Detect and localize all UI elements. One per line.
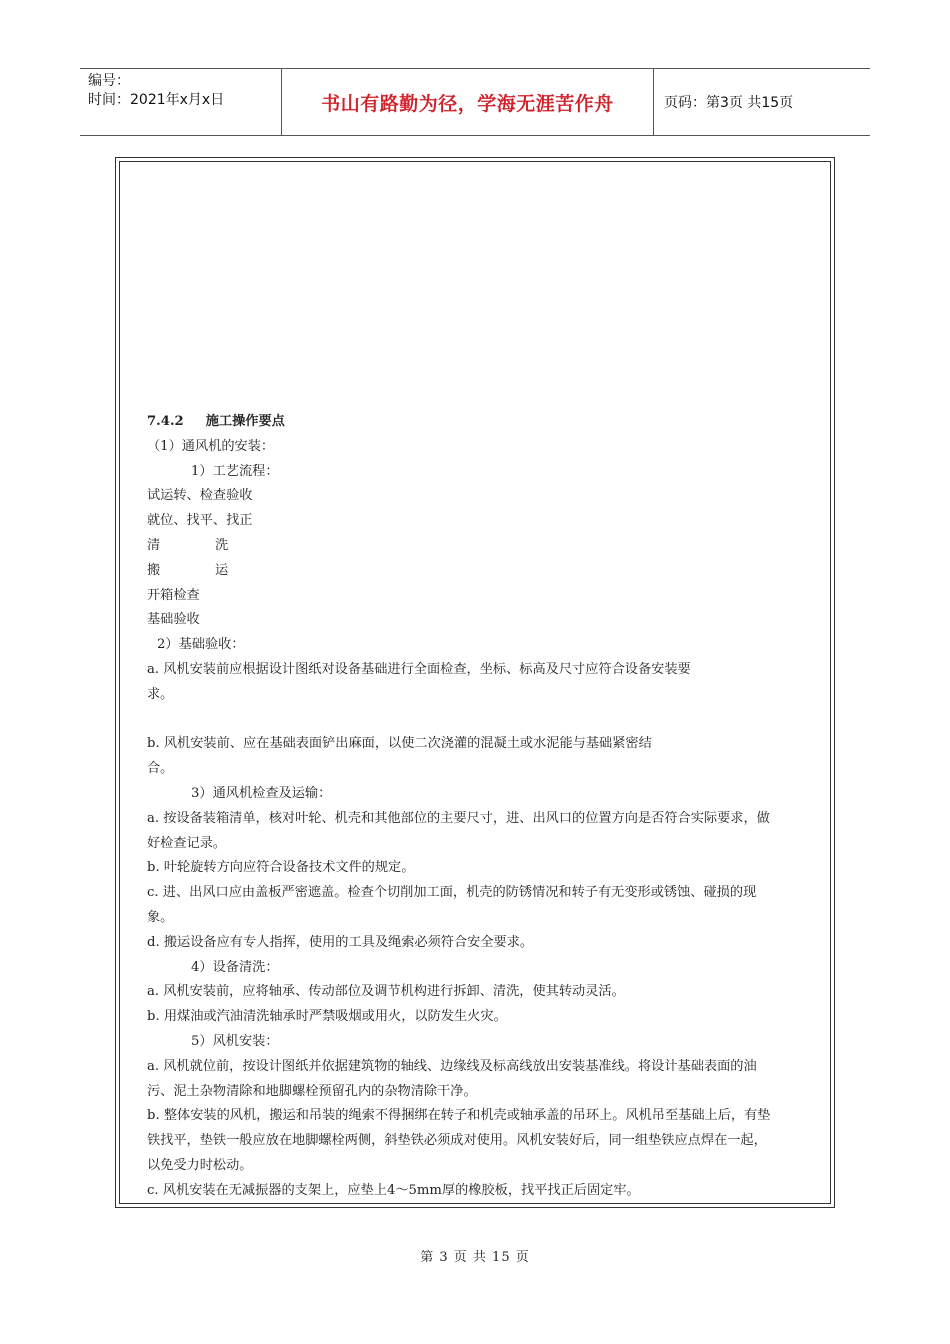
paragraph-line: a. 风机就位前，按设计图纸并依据建筑物的轴线、边缘线及标高线放出安装基准线。将设计基础表面的油 xyxy=(147,1058,757,1074)
paragraph-line: 象。 xyxy=(147,909,174,925)
step-title: 1）工艺流程： xyxy=(191,463,279,479)
paragraph-line: 污、泥土杂物清除和地脚螺栓预留孔内的杂物清除干净。 xyxy=(147,1083,477,1099)
heading-number: 7.4.2 xyxy=(147,414,184,429)
flow-item xyxy=(147,559,837,584)
flow-char: 洗 xyxy=(215,537,229,553)
flow-item xyxy=(147,534,837,559)
time-label: 时间：2021年x月x日 xyxy=(88,92,225,108)
page-header xyxy=(80,68,870,136)
section-heading xyxy=(147,410,837,435)
flow-char: 运 xyxy=(215,562,229,578)
header-page-info: 页码：第3页 共15页 xyxy=(664,95,794,111)
paragraph-line: 好检查记录。 xyxy=(147,835,227,851)
paragraph-line: b. 叶轮旋转方向应符合设备技术文件的规定。 xyxy=(147,860,415,876)
paragraph-line: a. 风机安装前应根据设计图纸对设备基础进行全面检查，坐标、标高及尺寸应符合设备安装要 xyxy=(147,661,691,677)
flow-item: 试运转、检查验收 xyxy=(147,488,253,504)
paragraph-line: b. 整体安装的风机，搬运和吊装的绳索不得捆绑在转子和机壳或轴承盖的吊环上。风机吊至基础上后，有垫 xyxy=(147,1108,771,1124)
step-title: 2）基础验收： xyxy=(157,637,245,653)
paragraph-line: 求。 xyxy=(147,686,174,702)
section-title: （1）通风机的安装： xyxy=(147,438,275,454)
blank-line xyxy=(147,708,837,733)
step-title: 5）风机安装： xyxy=(191,1033,279,1049)
flow-item: 开箱检查 xyxy=(147,587,200,603)
flow-char: 清 xyxy=(147,537,161,553)
paragraph-line: a. 风机安装前，应将轴承、传动部位及调节机构进行拆卸、清洗，使其转动灵活。 xyxy=(147,984,625,1000)
header-meta xyxy=(80,69,282,135)
step-title: 3）通风机检查及运输： xyxy=(191,785,332,801)
flow-char: 搬 xyxy=(147,562,161,578)
flow-item: 基础验收 xyxy=(147,612,200,628)
paragraph-line: b. 用煤油或汽油清洗轴承时严禁吸烟或用火，以防发生火灾。 xyxy=(147,1009,507,1025)
paragraph-line: 铁找平，垫铁一般应放在地脚螺栓两侧，斜垫铁必须成对使用。风机安装好后，同一组垫铁应点焊在一起， xyxy=(147,1133,767,1149)
paragraph-line: c. 风机安装在无减振器的支架上，应垫上4～5mm厚的橡胶板，找平找正后固定牢。 xyxy=(147,1182,640,1198)
flow-item: 就位、找平、找正 xyxy=(147,513,253,529)
paragraph-line: c. 进、出风口应由盖板严密遮盖。检查个切削加工面，机壳的防锈情况和转子有无变形或锈蚀、碰损的现 xyxy=(147,885,757,901)
code-label: 编号： xyxy=(88,73,130,89)
paragraph-line: d. 搬运设备应有专人指挥，使用的工具及绳索必须符合安全要求。 xyxy=(147,934,534,950)
page-footer: 第 3 页 共 15 页 xyxy=(420,1250,530,1265)
step-title: 4）设备清洗： xyxy=(191,959,279,975)
heading-title: 施工操作要点 xyxy=(205,414,285,429)
paragraph-line: 合。 xyxy=(147,761,174,777)
header-motto: 书山有路勤为径，学海无涯苦作舟 xyxy=(282,69,654,135)
paragraph-line: b. 风机安装前、应在基础表面铲出麻面，以使二次浇灌的混凝土或水泥能与基础紧密结 xyxy=(147,736,652,752)
document-body xyxy=(147,410,837,1204)
paragraph-line: a. 按设备装箱清单，核对叶轮、机壳和其他部位的主要尺寸，进、出风口的位置方向是否符合实际要求，做 xyxy=(147,810,770,826)
paragraph-line: 以免受力时松动。 xyxy=(147,1157,253,1173)
